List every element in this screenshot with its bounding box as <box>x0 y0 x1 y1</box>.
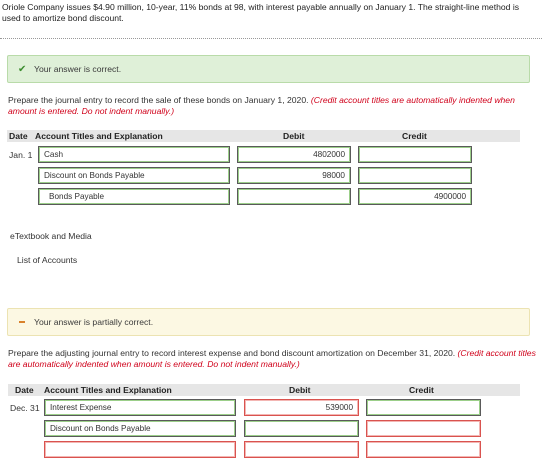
alert-text: Your answer is correct. <box>34 64 122 74</box>
account-field-empty[interactable] <box>44 441 236 458</box>
entry2-instructions <box>8 348 536 370</box>
debit-field-discount[interactable]: 98000 <box>237 167 351 184</box>
debit-field-discount[interactable] <box>244 420 359 437</box>
entry2-date: Dec. 31 <box>10 403 40 413</box>
credit-field-bonds-payable[interactable]: 4900000 <box>358 188 472 205</box>
header-credit: Credit <box>402 131 427 141</box>
credit-field-discount[interactable] <box>366 420 481 437</box>
debit-field-empty[interactable] <box>244 441 359 458</box>
header-credit: Credit <box>409 385 434 395</box>
instruction-text: Prepare the adjusting journal entry to record interest expense and bond discount amortization on December 31, 2020. <box>8 348 456 358</box>
debit-field-interest-expense[interactable]: 539000 <box>244 399 359 416</box>
instruction-text: Prepare the journal entry to record the sale of these bonds on January 1, 2020. <box>8 95 309 105</box>
account-field-discount[interactable]: Discount on Bonds Payable <box>44 420 236 437</box>
header-date: Date <box>9 131 28 141</box>
header-account: Account Titles and Explanation <box>44 385 172 395</box>
header-debit: Debit <box>289 385 311 395</box>
account-field-cash[interactable]: Cash <box>38 146 230 163</box>
header-debit: Debit <box>283 131 305 141</box>
credit-field-discount[interactable] <box>358 167 472 184</box>
instruction-hint: (Credit account titles are automatically indented when amount is entered. Do not indent manually.) <box>8 348 536 369</box>
entry1-instructions <box>8 95 533 117</box>
account-field-interest-expense[interactable]: Interest Expense <box>44 399 236 416</box>
account-field-discount[interactable]: Discount on Bonds Payable <box>38 167 230 184</box>
problem-statement: Oriole Company issues $4.90 million, 10-year, 11% bonds at 98, with interest payable annually on January 1. The straight-line method is used to amortize bond discount. <box>2 2 520 23</box>
credit-field-cash[interactable] <box>358 146 472 163</box>
header-date: Date <box>15 385 34 395</box>
debit-field-bonds-payable[interactable] <box>237 188 351 205</box>
credit-field-empty[interactable] <box>366 441 481 458</box>
instruction-hint: (Credit account titles are automatically indented when amount is entered. Do not indent manually.) <box>8 95 515 116</box>
header-account: Account Titles and Explanation <box>35 131 163 141</box>
entry1-date: Jan. 1 <box>9 150 33 160</box>
check-icon: ✔ <box>18 64 27 75</box>
divider <box>0 38 542 39</box>
etextbook-link[interactable]: eTextbook and Media <box>10 231 92 241</box>
credit-field-interest-expense[interactable] <box>366 399 481 416</box>
debit-field-cash[interactable]: 4802000 <box>237 146 351 163</box>
account-field-bonds-payable[interactable]: Bonds Payable <box>38 188 230 205</box>
list-of-accounts-link[interactable]: List of Accounts <box>17 255 78 265</box>
correct-answer-alert <box>7 55 530 83</box>
alert-text: Your answer is partially correct. <box>34 317 154 327</box>
minus-icon <box>19 321 25 323</box>
partial-answer-alert <box>7 308 530 336</box>
